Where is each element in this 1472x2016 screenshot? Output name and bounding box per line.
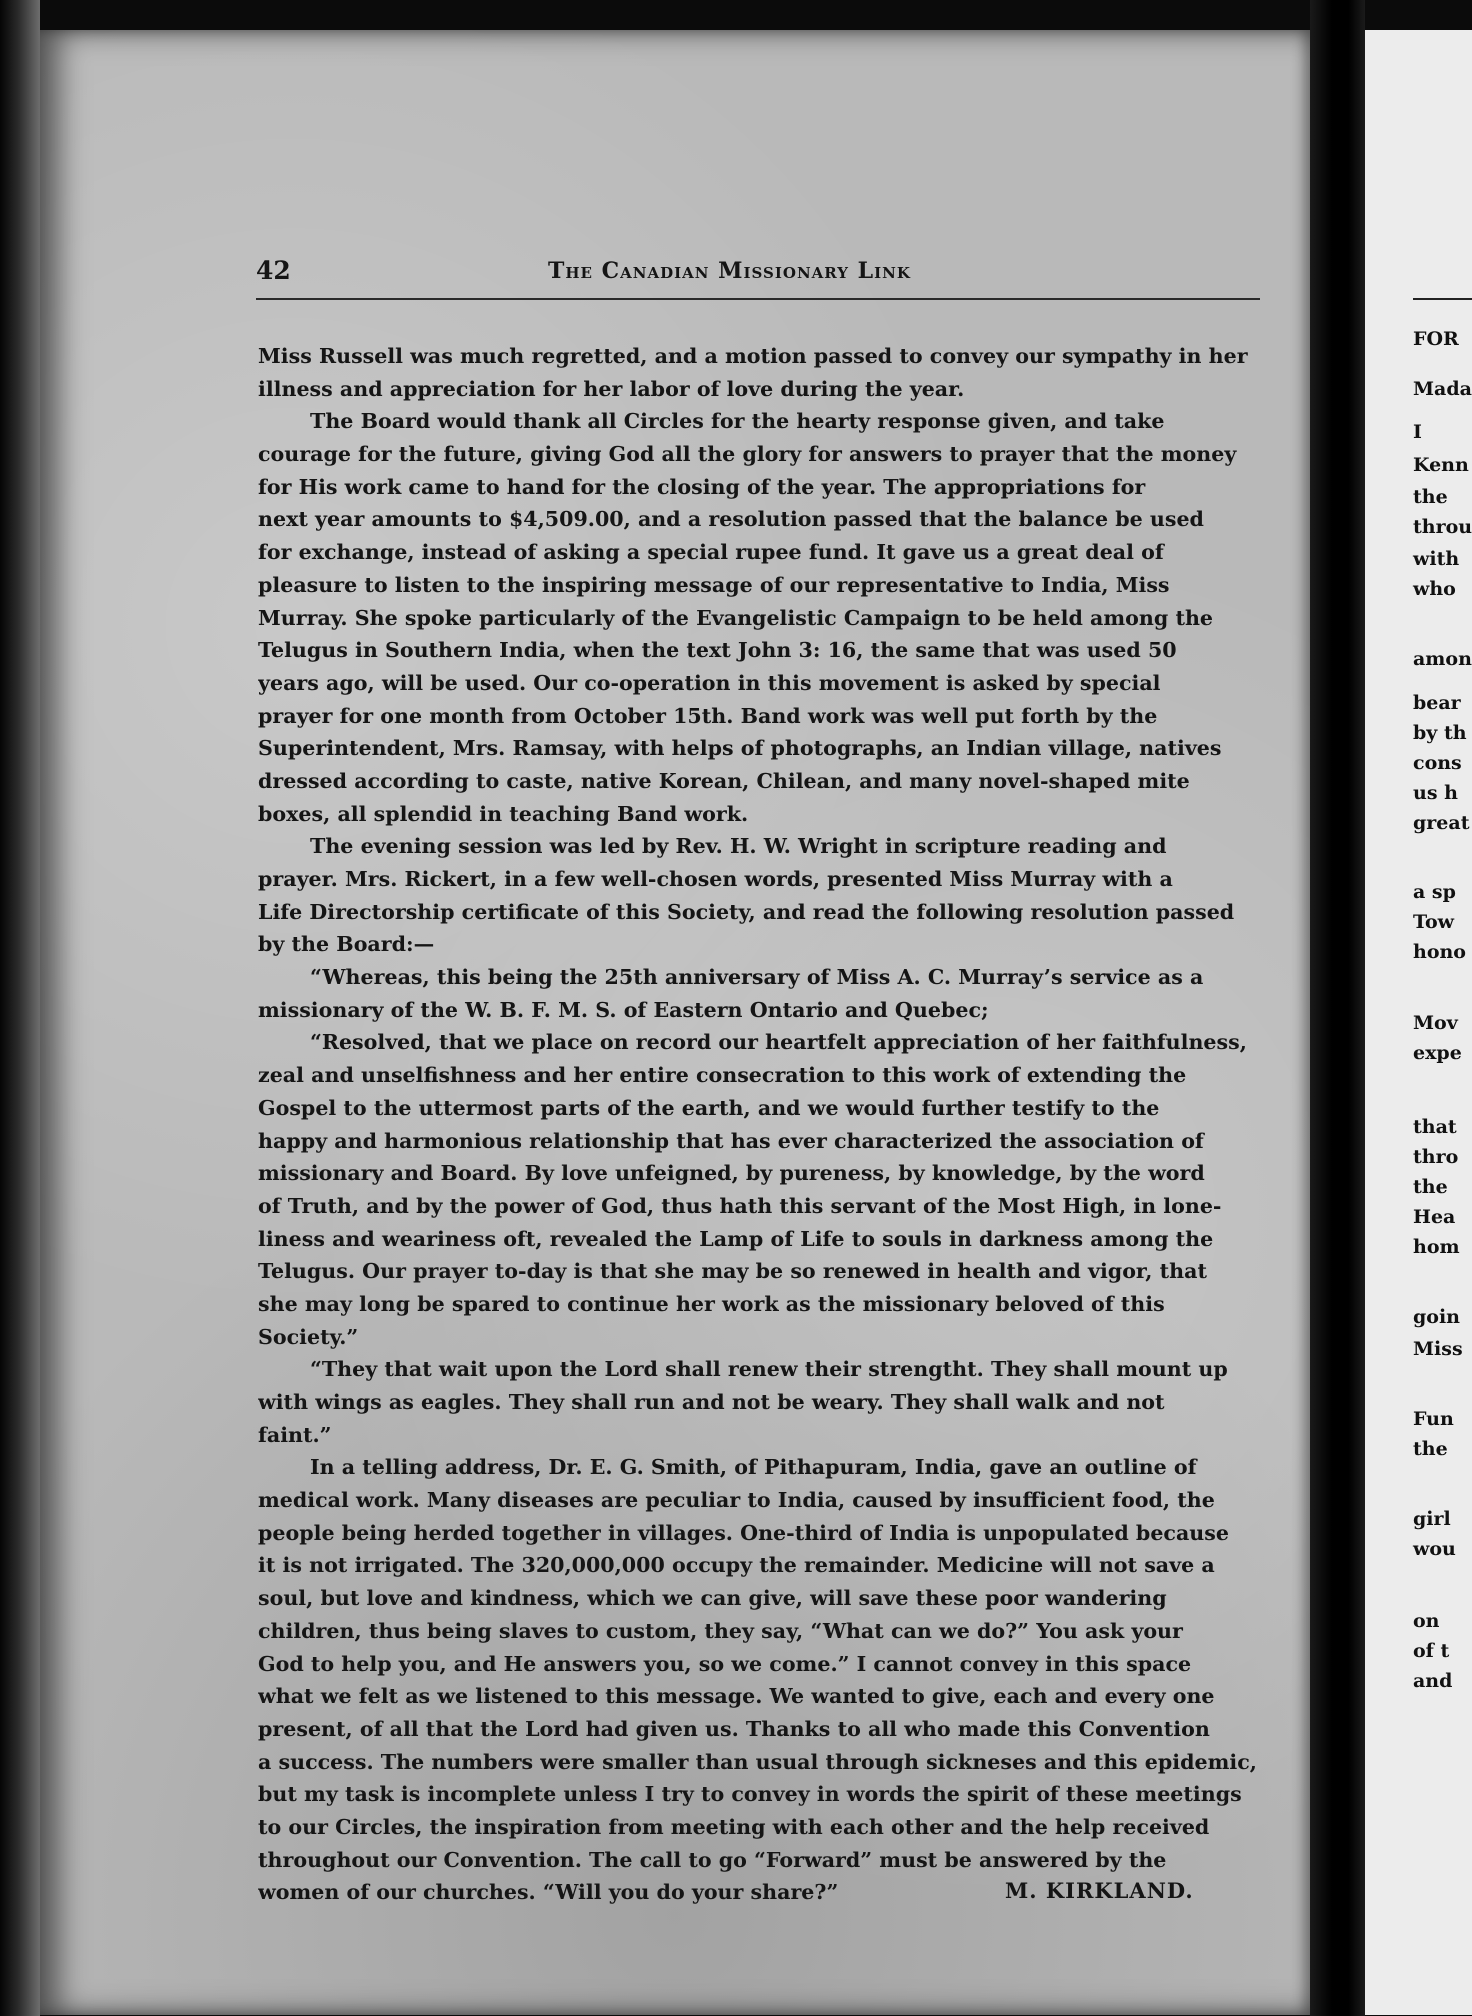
text-line: for His work came to hand for the closing of the year. The appropriations for: [258, 474, 1146, 499]
facing-page-text-fragment: Mada: [1413, 378, 1472, 400]
signature: M. KIRKLAND.: [1005, 1878, 1194, 1903]
text-line: present, of all that the Lord had given us. Thanks to all who made this Convention: [258, 1716, 1210, 1741]
text-line: Telugus in Southern India, when the text John 3: 16, the same that was used 50: [258, 638, 1177, 663]
facing-page-text-fragment: great: [1413, 812, 1470, 834]
text-line: with wings as eagles. They shall run and not be weary. They shall walk and not: [258, 1390, 1165, 1414]
facing-page-text-fragment: I: [1413, 421, 1422, 443]
text-line: throughout our Convention. The call to go “Forward” must be answered by the: [258, 1847, 1167, 1872]
text-line: but my task is incomplete unless I try to convey in words the spirit of these meetings: [258, 1782, 1242, 1807]
facing-page-text-fragment: goin: [1413, 1306, 1460, 1328]
text-line: missionary and Board. By love unfeigned, by pureness, by knowledge, by the word: [258, 1161, 1205, 1186]
text-line: by the Board:—: [258, 932, 435, 957]
facing-page-text-fragment: and: [1413, 1670, 1453, 1692]
book-spine-edge: [0, 0, 40, 2016]
text-line: pleasure to listen to the inspiring message of our representative to India, Miss: [258, 572, 1170, 597]
facing-page-text-fragment: on: [1413, 1610, 1440, 1632]
text-line: “They that wait upon the Lord shall renew their strengtht. They shall mount up: [310, 1357, 1228, 1382]
text-line: next year amounts to $4,509.00, and a resolution passed that the balance be used: [258, 507, 1204, 532]
text-line: she may long be spared to continue her work as the missionary beloved of this: [258, 1291, 1165, 1316]
text-line: Gospel to the uttermost parts of the earth, and we would further testify to the: [258, 1095, 1160, 1120]
text-line: Murray. She spoke particularly of the Evangelistic Campaign to be held among the: [258, 605, 1214, 630]
facing-page-text-fragment: the: [1413, 1176, 1448, 1198]
text-line: happy and harmonious relationship that has ever characterized the association of: [258, 1128, 1204, 1153]
facing-page-text-fragment: Tow: [1413, 911, 1454, 933]
facing-page-text-fragment: Fun: [1413, 1408, 1454, 1430]
facing-page-text-fragment: that: [1413, 1116, 1457, 1138]
facing-page-text-fragment: expe: [1413, 1042, 1462, 1064]
text-line: faint.”: [258, 1422, 332, 1447]
text-line: women of our churches. “Will you do your share?”: [258, 1880, 839, 1905]
article-body: [258, 340, 1263, 1909]
facing-page-text-fragment: a sp: [1413, 881, 1456, 903]
facing-page-text-fragment: amon: [1413, 648, 1472, 670]
facing-page-text-fragment: who: [1413, 578, 1456, 600]
facing-page-text-fragment: hom: [1413, 1236, 1460, 1258]
page-header: [256, 256, 1256, 286]
facing-page-text-fragment: the: [1413, 486, 1448, 508]
text-line: a success. The numbers were smaller than usual through sickneses and this epidemic,: [258, 1749, 1257, 1774]
text-line: “Whereas, this being the 25th anniversary of Miss A. C. Murray’s service as a: [310, 965, 1204, 990]
facing-page-text-fragment: Mov: [1413, 1012, 1458, 1034]
text-line: people being herded together in villages. One-third of India is unpopulated because: [258, 1520, 1229, 1545]
facing-page-fragment: [1365, 30, 1472, 2015]
text-line: Miss Russell was much regretted, and a motion passed to convey our sympathy in her: [258, 344, 1248, 368]
text-line: medical work. Many diseases are peculiar to India, caused by insufficient food, the: [258, 1488, 1215, 1513]
text-line: “Resolved, that we place on record our heartfelt appreciation of her faithfulness,: [310, 1030, 1247, 1055]
text-line: prayer. Mrs. Rickert, in a few well-chosen words, presented Miss Murray with a: [258, 867, 1173, 891]
text-line: prayer for one month from October 15th. Band work was well put forth by the: [258, 703, 1158, 728]
text-line: children, thus being slaves to custom, they say, “What can we do?” You ask your: [258, 1618, 1183, 1643]
text-line: Superintendent, Mrs. Ramsay, with helps of photographs, an Indian village, natives: [258, 736, 1222, 761]
facing-page-text-fragment: thro: [1413, 1146, 1459, 1168]
text-line: boxes, all splendid in teaching Band work.: [258, 801, 749, 826]
facing-page-text-fragment: Hea: [1413, 1206, 1456, 1228]
text-line: courage for the future, giving God all the glory for answers to prayer that the money: [258, 442, 1237, 467]
text-line: of Truth, and by the power of God, thus hath this servant of the Most High, in lone-: [258, 1193, 1222, 1218]
facing-page-text-fragment: cons: [1413, 752, 1462, 774]
text-line: zeal and unselfishness and her entire consecration to this work of extending the: [258, 1063, 1187, 1088]
text-line: missionary of the W. B. F. M. S. of Eastern Ontario and Quebec;: [258, 997, 989, 1022]
facing-page-text-fragment: Kenn: [1413, 454, 1469, 476]
text-line: to our Circles, the inspiration from meeting with each other and the help received: [258, 1814, 1210, 1839]
facing-page-header-rule: [1413, 298, 1472, 300]
text-line: God to help you, and He answers you, so we come.” I cannot convey in this space: [258, 1651, 1192, 1676]
text-line: The evening session was led by Rev. H. W. Wright in scripture reading and: [310, 834, 1167, 859]
page-number: 42: [256, 256, 291, 285]
header-rule: [256, 298, 1260, 300]
text-line: Telugus. Our prayer to-day is that she may be so renewed in health and vigor, that: [258, 1259, 1207, 1284]
facing-page-text-fragment: girl: [1413, 1508, 1451, 1530]
text-line: for exchange, instead of asking a special rupee fund. It gave us a great deal of: [258, 540, 1164, 565]
text-line: liness and weariness oft, revealed the Lamp of Life to souls in darkness among the: [258, 1226, 1214, 1251]
facing-page-text-fragment: throu: [1413, 516, 1472, 538]
facing-page-text-fragment: of t: [1413, 1640, 1450, 1662]
text-line: The Board would thank all Circles for the hearty response given, and take: [310, 409, 1165, 434]
facing-page-text-fragment: hono: [1413, 941, 1466, 963]
text-line: dressed according to caste, native Korean, Chilean, and many novel-shaped mite: [258, 768, 1190, 793]
text-line: illness and appreciation for her labor of love during the year.: [258, 376, 965, 401]
text-line: Society.”: [258, 1324, 359, 1349]
facing-page-text-fragment: by th: [1413, 722, 1467, 744]
text-line: In a telling address, Dr. E. G. Smith, of Pithapuram, India, gave an outline of: [310, 1455, 1197, 1480]
facing-page-text-fragment: wou: [1413, 1538, 1456, 1560]
running-head: The Canadian Missionary Link: [548, 258, 911, 284]
facing-page-text-fragment: Miss: [1413, 1338, 1463, 1360]
facing-page-text-fragment: bear: [1413, 692, 1461, 714]
facing-page-text-fragment: the: [1413, 1438, 1448, 1460]
facing-page-text-fragment: FOR: [1413, 328, 1459, 350]
text-line: it is not irrigated. The 320,000,000 occupy the remainder. Medicine will not save a: [258, 1553, 1215, 1578]
text-line: what we felt as we listened to this message. We wanted to give, each and every one: [258, 1684, 1215, 1709]
text-line: years ago, will be used. Our co-operation in this movement is asked by special: [258, 670, 1161, 695]
book-gutter: [1310, 0, 1365, 2016]
facing-page-text-fragment: us h: [1413, 782, 1458, 804]
text-line: Life Directorship certificate of this Society, and read the following resolution passed: [258, 899, 1235, 924]
text-line: soul, but love and kindness, which we can give, will save these poor wandering: [258, 1586, 1167, 1611]
facing-page-text-fragment: with: [1413, 548, 1460, 570]
